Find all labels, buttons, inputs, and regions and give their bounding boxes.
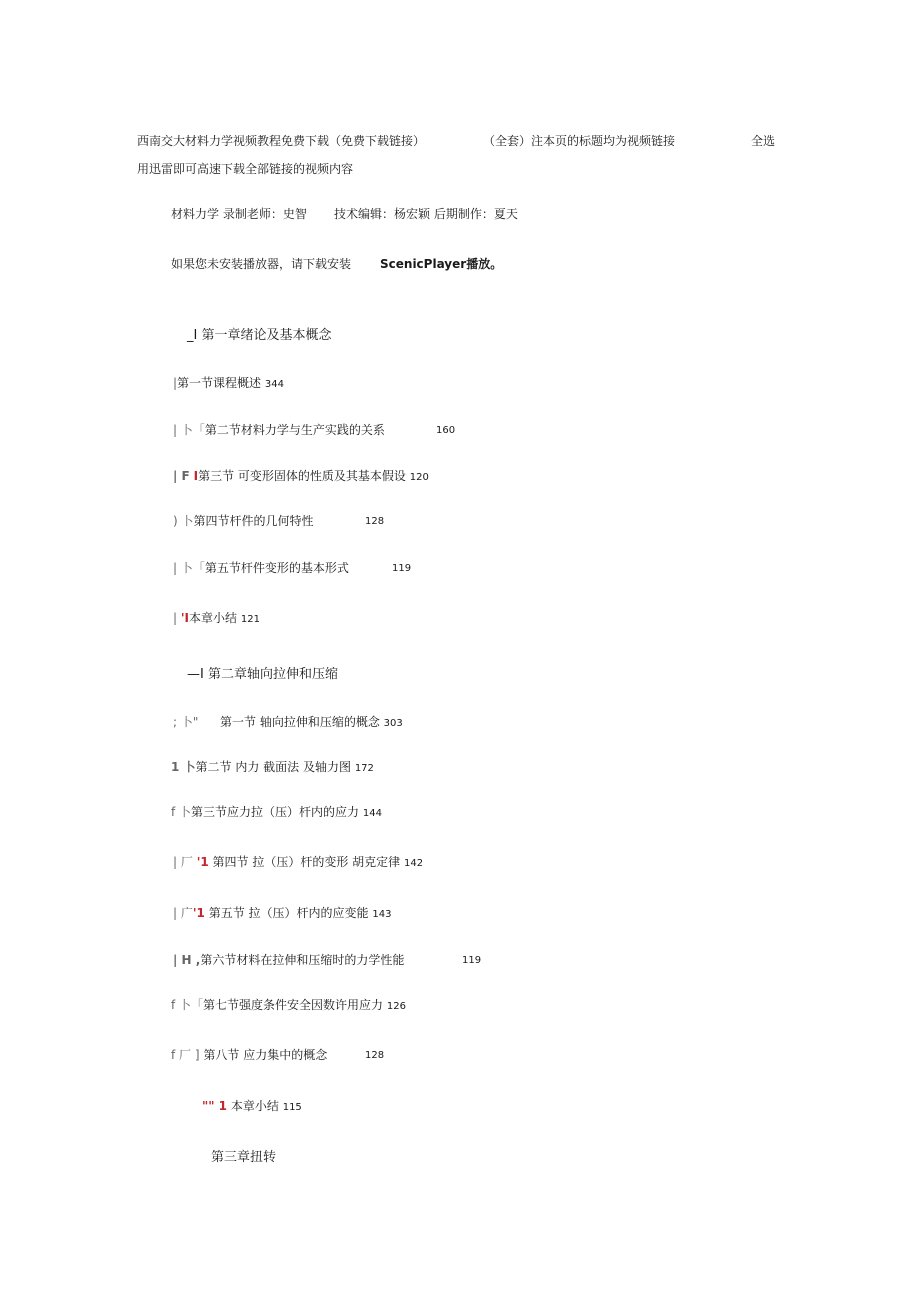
lesson-title[interactable]: 第一节课程概述 (177, 376, 262, 390)
lesson-title[interactable]: 第一节 轴向拉伸和压缩的概念 (220, 715, 380, 729)
lesson-count: 303 (383, 718, 403, 729)
chapter-3-heading[interactable] (211, 1150, 276, 1166)
chapter-title[interactable]: 第一章绪论及基本概念 (201, 328, 332, 343)
header-line1-left: 西南交大材料力学视频教程免费下载（免费下载链接） (137, 134, 426, 148)
lesson-red-marker: '1 (192, 906, 205, 920)
lesson-count: 119 (392, 563, 412, 574)
lesson-red-marker: "" 1 (202, 1099, 228, 1113)
lesson-title[interactable]: 第七节强度条件安全因数许用应力 (203, 998, 384, 1012)
lesson-title[interactable]: 第四节杆件的几何特性 (193, 514, 314, 528)
lesson-title[interactable]: 本章小结 (189, 611, 238, 625)
lesson-link[interactable] (173, 423, 385, 437)
lesson-link[interactable] (173, 514, 314, 528)
chapter-1-heading[interactable] (187, 328, 332, 344)
credits-teacher: 材料力学 录制老师：史智 (171, 207, 307, 221)
lesson-red-marker: '1 (196, 855, 209, 869)
lesson-title[interactable]: 第四节 拉（压）杆的变形 胡克定律 (212, 855, 401, 869)
lesson-count: 144 (362, 808, 382, 819)
chapter-title[interactable]: 第二章轴向拉伸和压缩 (207, 667, 338, 682)
lesson-link[interactable] (202, 1099, 302, 1114)
select-all-link[interactable]: 全选 (751, 134, 776, 148)
lesson-count: 128 (365, 1050, 385, 1061)
lesson-link[interactable] (171, 1048, 327, 1062)
lesson-title[interactable]: 第二节 内力 截面法 及轴力图 (195, 760, 351, 774)
chapter-title[interactable]: 第三章扭转 (211, 1150, 277, 1165)
lesson-title[interactable]: 第八节 应力集中的概念 (203, 1048, 328, 1062)
chapter-marker: —I (187, 667, 204, 682)
lesson-count: 128 (365, 516, 385, 527)
lesson-link[interactable] (173, 611, 260, 626)
chapter-2-heading[interactable] (187, 667, 338, 683)
lesson-prefix: ; 卜" (173, 715, 199, 729)
lesson-prefix: | H , (173, 953, 201, 967)
header-line1-middle: （全套）注本页的标题均为视频链接 (483, 134, 676, 148)
lesson-title[interactable]: 第三节 可变形固体的性质及其基本假设 (198, 469, 406, 483)
lesson-link[interactable] (171, 760, 374, 775)
lesson-link[interactable] (171, 998, 406, 1013)
player-note: 如果您未安装播放器，请下载安装 (171, 257, 352, 271)
header-line2: 用迅雷即可高速下载全部链接的视频内容 (137, 162, 354, 176)
lesson-link[interactable] (173, 376, 284, 391)
lesson-count: 121 (240, 614, 260, 625)
chapter-marker: _I (187, 328, 198, 343)
lesson-link[interactable] (171, 805, 382, 820)
lesson-prefix: ) 卜 (173, 514, 194, 528)
lesson-prefix: f 卜「 (171, 998, 204, 1012)
lesson-count: 120 (409, 472, 429, 483)
lesson-link[interactable] (173, 855, 423, 870)
lesson-prefix: | 广 (173, 906, 193, 920)
lesson-link[interactable] (173, 953, 404, 967)
lesson-title[interactable]: 第三节应力拉（压）杆内的应力 (191, 805, 360, 819)
lesson-prefix: | (173, 376, 178, 390)
lesson-prefix: | 厂 (173, 855, 193, 869)
lesson-prefix: f 厂 ] (171, 1048, 200, 1062)
lesson-link[interactable] (173, 906, 391, 921)
lesson-title[interactable]: 第二节材料力学与生产实践的关系 (204, 423, 385, 437)
lesson-count: 160 (436, 425, 456, 436)
lesson-title[interactable]: 第六节材料在拉伸和压缩时的力学性能 (200, 953, 405, 967)
lesson-title[interactable]: 本章小结 (230, 1099, 279, 1113)
lesson-count: 126 (386, 1001, 406, 1012)
credits-editors: 技术编辑：杨宏颖 后期制作：夏天 (334, 207, 518, 221)
lesson-prefix: | (173, 611, 178, 625)
player-name[interactable]: ScenicPlayer (380, 257, 467, 271)
lesson-title[interactable]: 第五节 拉（压）杆内的应变能 (208, 906, 369, 920)
player-suffix: 播放。 (466, 257, 503, 271)
lesson-count: 142 (404, 858, 424, 869)
lesson-title[interactable]: 第五节杆件变形的基本形式 (204, 561, 349, 575)
lesson-prefix: | F (173, 469, 190, 483)
lesson-count: 143 (372, 909, 392, 920)
lesson-red-marker: I (193, 469, 199, 483)
player-download-link[interactable] (380, 257, 502, 271)
lesson-count: 119 (462, 955, 482, 966)
lesson-prefix: | 卜「 (173, 423, 205, 437)
lesson-link[interactable] (220, 715, 403, 730)
lesson-prefix: 1 卜 (171, 760, 196, 774)
lesson-count: 172 (354, 763, 374, 774)
lesson-red-marker: 'I (180, 611, 190, 625)
lesson-prefix: | 卜「 (173, 561, 205, 575)
lesson-link[interactable] (173, 561, 349, 575)
lesson-count: 115 (282, 1102, 302, 1113)
lesson-link[interactable] (173, 715, 198, 729)
lesson-prefix: f 卜 (171, 805, 192, 819)
lesson-link[interactable] (173, 469, 429, 484)
lesson-count: 344 (264, 379, 284, 390)
